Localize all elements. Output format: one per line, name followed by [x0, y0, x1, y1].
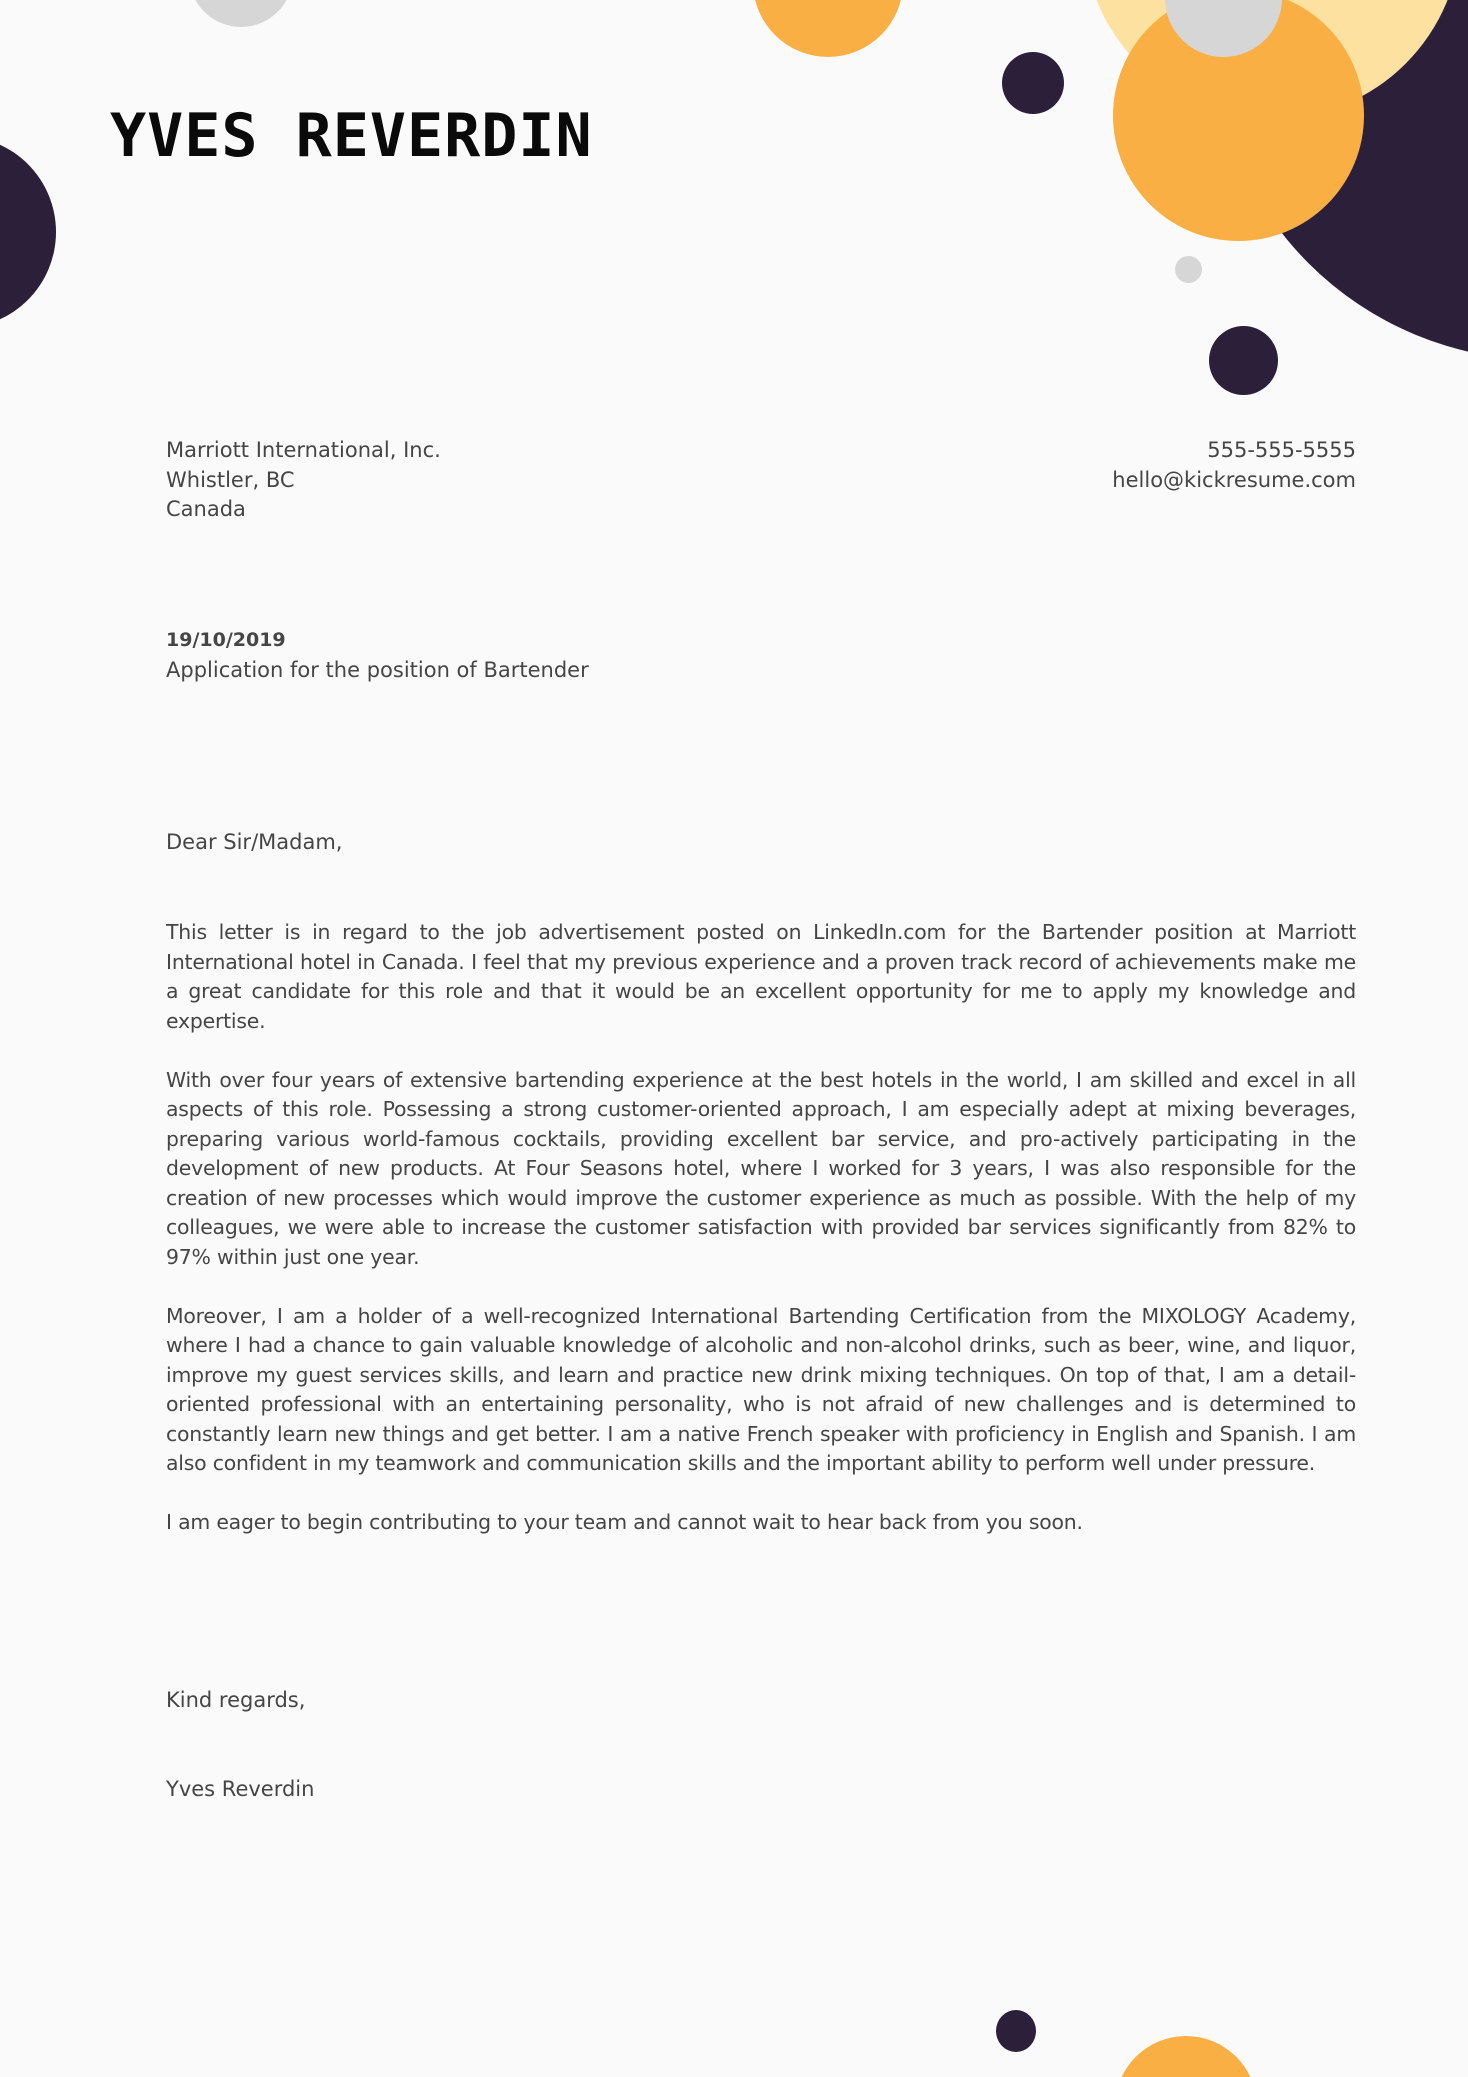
letter-body [166, 918, 1356, 1567]
decor-circle-dark-left [0, 136, 56, 328]
letter-subject: Application for the position of Bartender [166, 657, 589, 682]
decor-dot-dark-bottom [996, 2010, 1036, 2052]
decor-dot-gray-small [1175, 256, 1202, 283]
recipient-country: Canada [166, 497, 246, 521]
decor-dot-dark-1 [1002, 52, 1064, 114]
body-paragraph: Moreover, I am a holder of a well-recognized International Bartending Certification from the MIXOLOGY Academy, where I had a chance to gain valuable knowledge of alcoholic and non-alcohol drinks, such as beer, wine, and liquor, improve my guest services skills, and learn and practice new drink mixing techniques. On top of that, I am a detail-oriented professional with an entertaining personality, who is not afraid of new challenges and is determined to constantly learn new things and get better. I am a native French speaker with proficiency in English and Spanish. I am also confident in my teamwork and communication skills and the important ability to perform well under pressure. [166, 1303, 1356, 1475]
salutation: Dear Sir/Madam, [166, 830, 343, 854]
letter-date: 19/10/2019 [166, 629, 286, 651]
body-paragraph: With over four years of extensive bartending experience at the best hotels in the world, I am skilled and excel in all aspects of this role. Possessing a strong customer-oriented approach, I am especially adept at mixing beverages, preparing various world-famous cocktails, providing excellent bar service, and pro-actively participating in the development of new products. At Four Seasons hotel, where I worked for 3 years, I was also responsible for the creation of new processes which would improve the customer experience as much as possible. With the help of my colleagues, we were able to increase the customer satisfaction with provided bar services significantly from 82% to 97% within just one year. [166, 1067, 1356, 1269]
applicant-name: YVES REVERDIN [110, 101, 593, 171]
decor-circle-orange-bottom [1115, 2036, 1257, 2077]
recipient-city: Whistler, BC [166, 467, 295, 492]
decor-circle-gray-top-left [189, 0, 293, 27]
contact-phone: 555-555-5555 [1207, 438, 1356, 462]
letter-meta [166, 626, 589, 685]
signature: Yves Reverdin [166, 1777, 315, 1801]
body-paragraph: This letter is in regard to the job advertisement posted on LinkedIn.com for the Bartender position at Marriott International hotel in Canada. I feel that my previous experience and a proven track record of achievements make me a great candidate for this role and that it would be an excellent opportunity for me to apply my knowledge and expertise. [166, 920, 1356, 1033]
recipient-company: Marriott International, Inc. [166, 438, 441, 462]
recipient-address [166, 436, 441, 525]
decor-circle-orange-top-mid [753, 0, 903, 57]
contact-info [1112, 436, 1356, 495]
contact-email: hello@kickresume.com [1112, 467, 1356, 492]
decor-dot-dark-2 [1209, 326, 1278, 395]
closing: Kind regards, [166, 1688, 306, 1712]
body-paragraph: I am eager to begin contributing to your team and cannot wait to hear back from you soon. [166, 1510, 1083, 1534]
